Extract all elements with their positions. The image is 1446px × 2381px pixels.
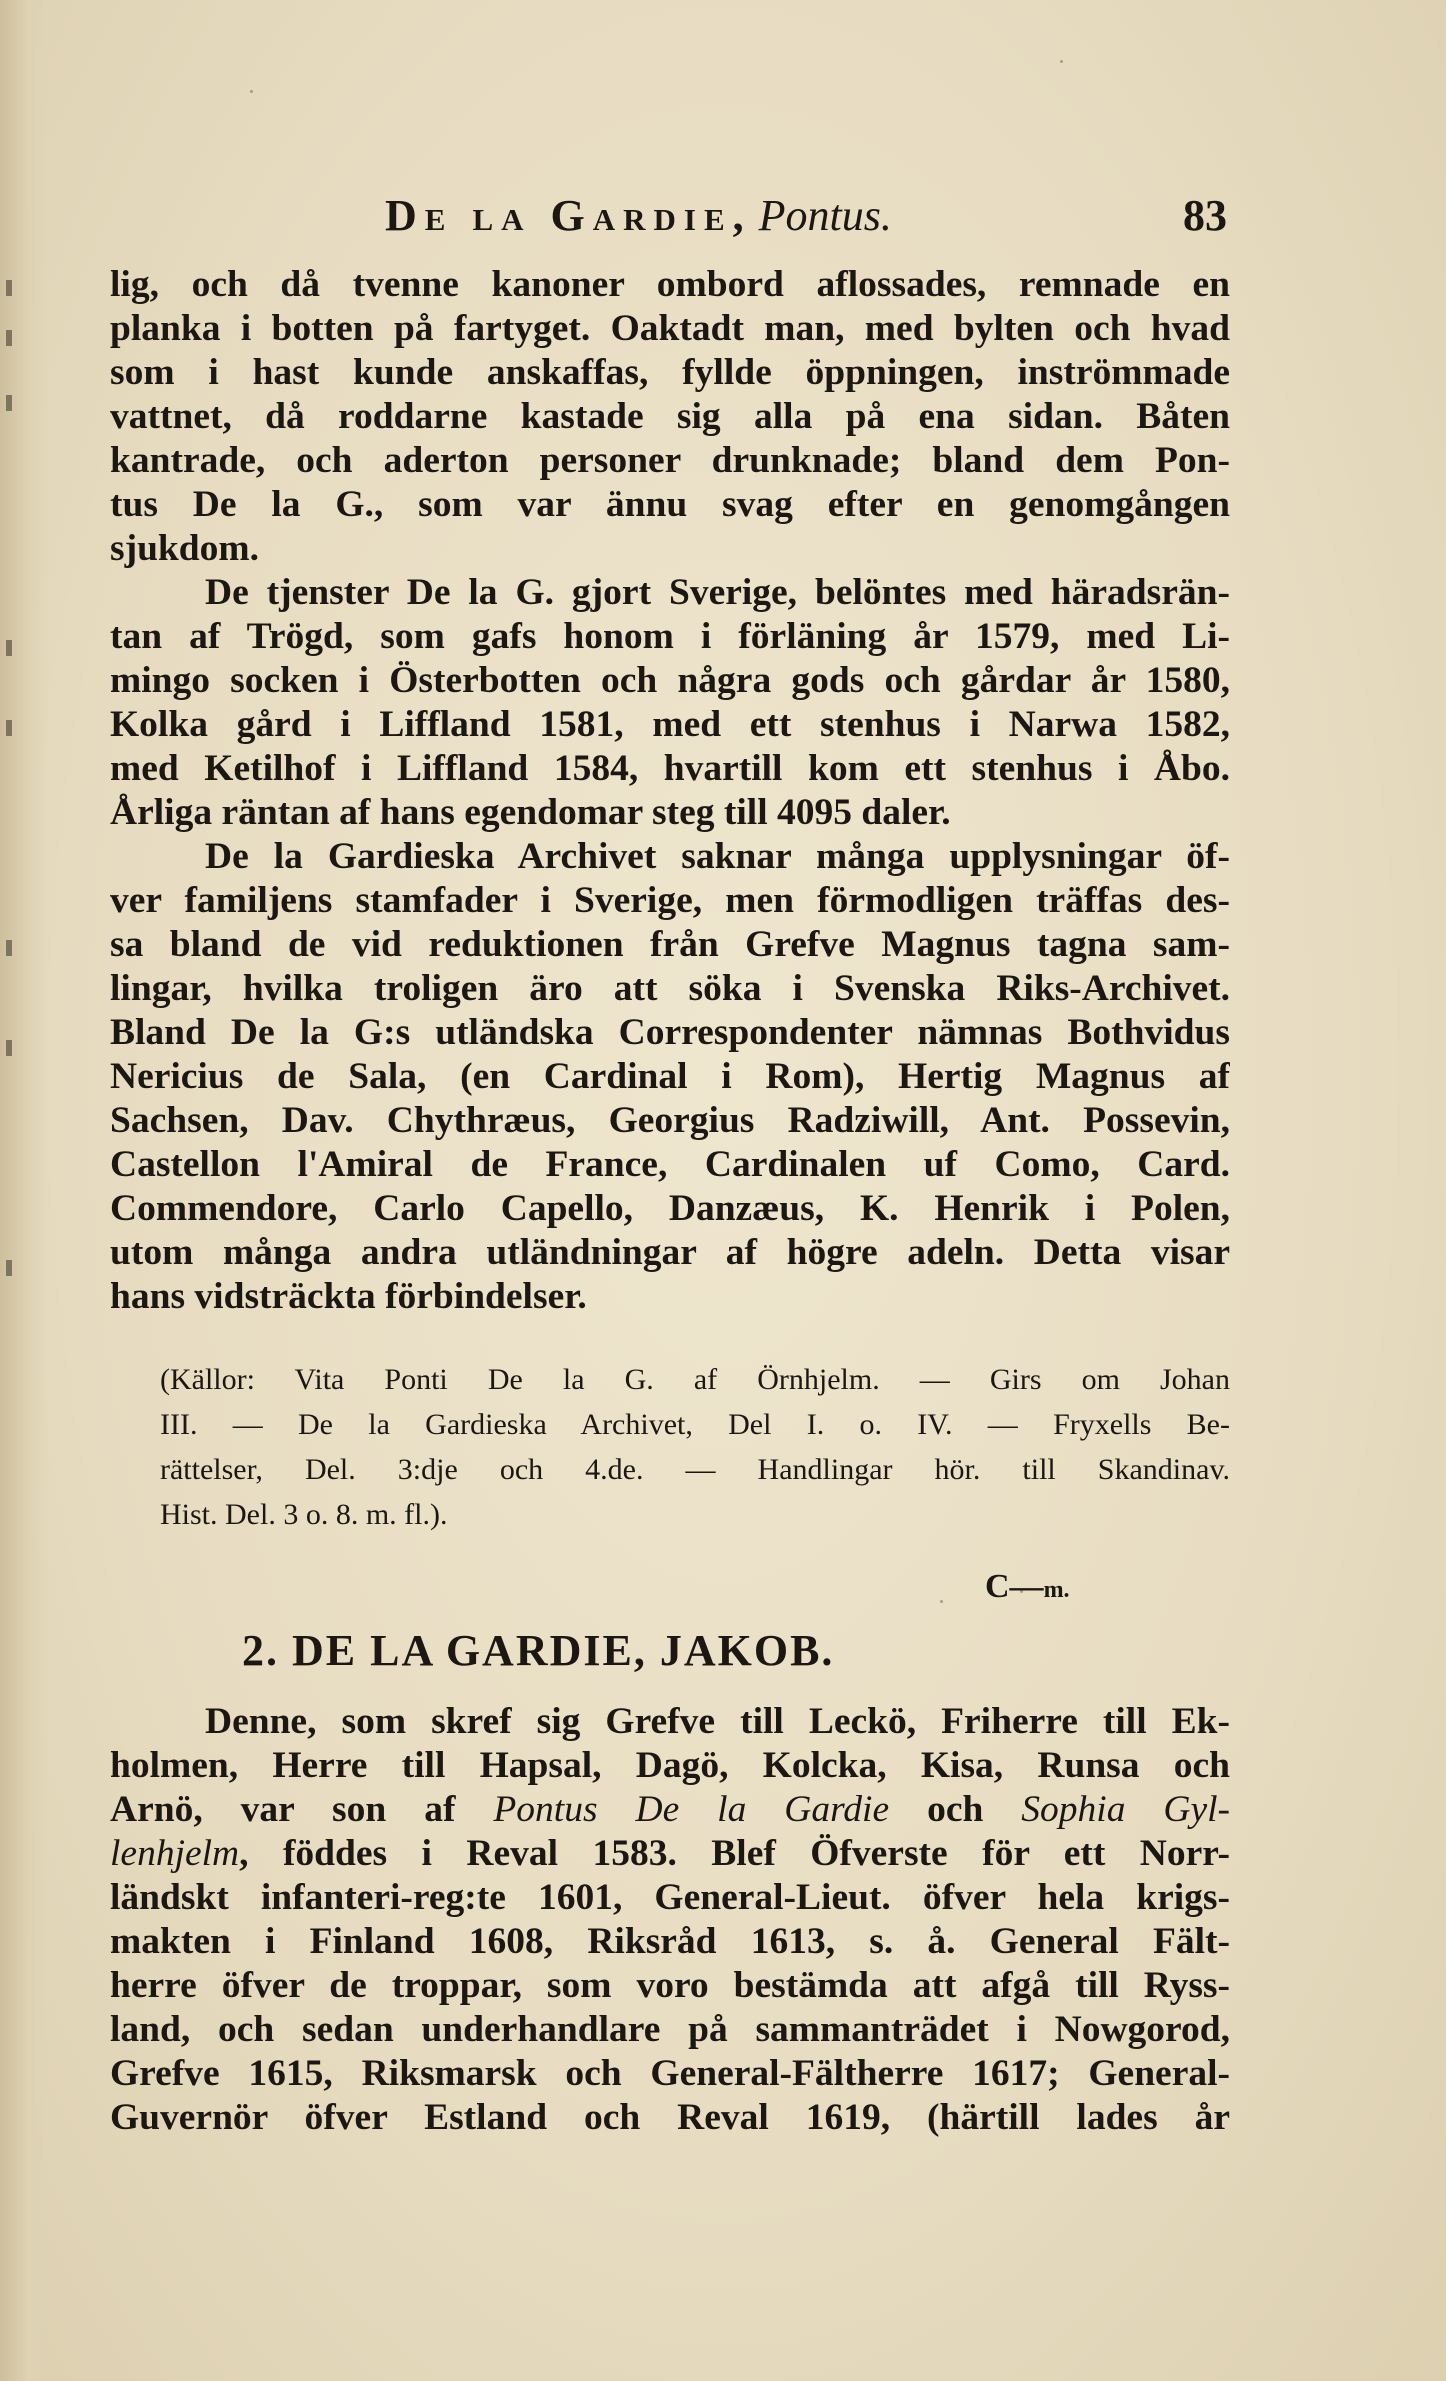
text-line: Grefve 1615, Riksmarsk och General-Fältherre 1617; General- [110,2053,1230,2094]
text-line: Årliga räntan af hans egendomar steg till 4095 daler. [110,792,951,833]
text-line: lingar, hvilka troligen äro att söka i Svenska Riks-Archivet. [110,968,1230,1009]
text-line: Castellon l'Amiral de France, Cardinalen uf Como, Card. [110,1144,1230,1185]
text-line: Nericius de Sala, (en Cardinal i Rom), Hertig Magnus af [110,1056,1230,1097]
text-line: Bland De la G:s utländska Correspondenter nämnas Bothvidus [110,1012,1230,1053]
sources-line: rättelser, Del. 3:dje och 4.de. — Handlingar hör. till Skandinav. [160,1453,1230,1486]
text-line: Sachsen, Dav. Chythræus, Georgius Radziwill, Ant. Possevin, [110,1100,1230,1141]
mother-name: Sophia Gyl- [1021,1789,1230,1830]
text-line: tus De la G., som var ännu svag efter en genomgången [110,484,1230,525]
text-line: mingo socken i Österbotten och några gods och gårdar år 1580, [110,660,1230,701]
margin-mark [6,720,12,736]
father-name: Pontus De la Gardie [493,1789,890,1830]
text-line: De la Gardieska Archivet saknar många upplysningar öf- [205,836,1230,877]
text-line: Kolka gård i Liffland 1581, med ett stenhus i Narwa 1582, [110,704,1230,745]
paper-speck [1060,60,1063,63]
author-signature [985,1568,1070,1606]
text-line: Guvernör öfver Estland och Reval 1619, (härtill lades år [110,2097,1230,2138]
paper-speck [250,90,253,93]
text-line: utom många andra utländningar af högre adeln. Detta visar [110,1232,1230,1273]
margin-mark [6,1260,12,1276]
text-line: lig, och då tvenne kanoner ombord aflossades, remnade en [110,264,1230,305]
paper-speck [940,1600,943,1603]
text-line: som i hast kunde anskaffas, fyllde öppningen, inströmmade [110,352,1230,393]
running-head-title: De la Gardie, Pontus. [385,191,892,240]
text-line: holmen, Herre till Hapsal, Dagö, Kolcka, Kisa, Runsa och [110,1745,1230,1786]
text-line: sa bland de vid reduktionen från Grefve Magnus tagna sam- [110,924,1230,965]
text-line: hans vidsträckta förbindelser. [110,1276,587,1317]
text-line: sjukdom. [110,528,260,569]
text-line: land, och sedan underhandlare på sammanträdet i Nowgorod, [110,2009,1230,2050]
margin-mark [6,395,12,411]
margin-mark [6,940,12,956]
running-head-given-name: Pontus. [758,191,892,240]
page-gutter-shadow [0,0,48,2381]
text-line: vattnet, då roddarne kastade sig alla på ena sidan. Båten [110,396,1230,437]
signature-suffix: m. [1043,1577,1070,1603]
text-line: kantrade, och aderton personer drunknade; bland dem Pon- [110,440,1230,481]
margin-mark [6,1040,12,1056]
sources-line: Hist. Del. 3 o. 8. m. fl.). [160,1498,448,1531]
text-line [110,1832,1230,1876]
paragraph-2 [110,571,1230,835]
section-heading: 2. DE LA GARDIE, JAKOB. [242,1626,835,1675]
paragraph-1 [110,263,1230,571]
text-line: med Ketilhof i Liffland 1584, hvartill kom ett stenhus i Åbo. [110,748,1230,789]
sources-line: III. — De la Gardieska Archivet, Del I. o. IV. — Fryxells Be- [160,1408,1230,1441]
text-line: planka i botten på fartyget. Oaktadt man, med bylten och hvad [110,308,1230,349]
paragraph-4 [110,1700,1230,2140]
running-head-surname: De la Gardie [385,191,733,240]
text-line: tan af Trögd, som gafs honom i förläning år 1579, med Li- [110,616,1230,657]
margin-mark [6,330,12,346]
text-line: ländskt infanteri-reg:te 1601, General-Lieut. öfver hela krigs- [110,1877,1230,1918]
text-line: Commendore, Carlo Capello, Danzæus, K. Henrik i Polen, [110,1188,1230,1229]
text-line [110,1788,1230,1832]
sources-line: (Källor: Vita Ponti De la G. af Örnhjelm. — Girs om Johan [160,1363,1230,1396]
margin-mark [6,280,12,296]
text-line: De tjenster De la G. gjort Sverige, belöntes med häradsrän- [205,572,1230,613]
paragraph-3 [110,835,1230,1319]
text-line: herre öfver de troppar, som voro bestämda att afgå till Ryss- [110,1965,1230,2006]
text-run: , föddes i Reval 1583. Blef Öfverste för ett Norr- [239,1833,1230,1874]
text-run: Arnö, var son af [110,1789,456,1830]
running-head [0,180,1446,250]
sources-note [160,1357,1230,1537]
mother-name-cont: lenhjelm [110,1833,240,1874]
margin-mark [6,640,12,656]
text-run: och [927,1789,984,1830]
text-line: ver familjens stamfader i Sverige, men förmodligen träffas des- [110,880,1230,921]
text-line: Denne, som skref sig Grefve till Leckö, Friherre till Ek- [205,1701,1230,1742]
signature-initial: C— [985,1568,1044,1605]
page-number: 83 [1183,191,1227,240]
text-line: makten i Finland 1608, Riksråd 1613, s. å. General Fält- [110,1921,1230,1962]
